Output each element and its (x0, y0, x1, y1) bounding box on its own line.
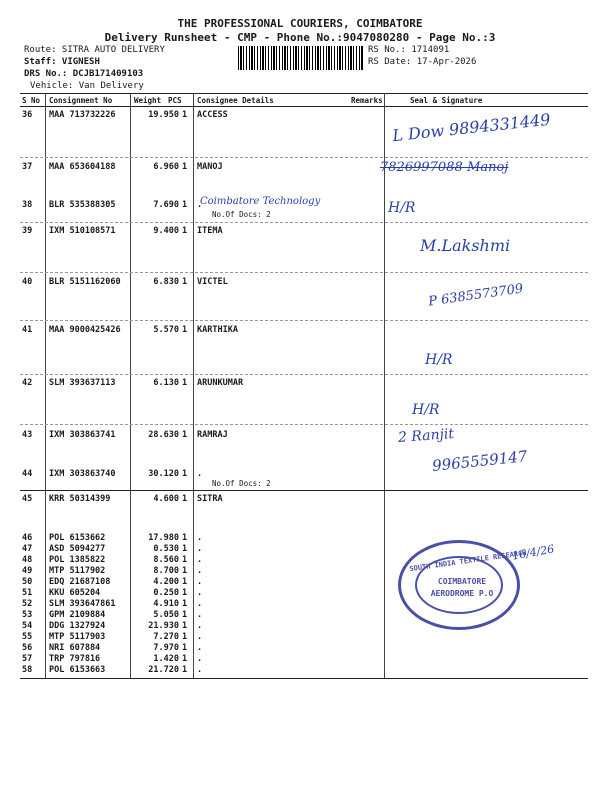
drs-label: DRS No.: DCJB171409103 (24, 69, 144, 79)
table-row-sno: 39 (22, 226, 33, 236)
table-row-pcs: 1 (182, 577, 188, 587)
table-row-sno: 58 (22, 665, 33, 675)
table-row-consignee: . (197, 200, 203, 210)
table-row-sno: 45 (22, 494, 33, 504)
table-row-consignee: . (197, 533, 203, 543)
table-row-consignment: DDG 1327924 (49, 621, 106, 631)
table-row-weight: 21.720 (148, 665, 179, 675)
table-row-weight: 9.400 (153, 226, 179, 236)
row-separator (20, 374, 588, 375)
table-row-consignee: . (197, 632, 203, 642)
table-row-pcs: 1 (182, 378, 188, 388)
table-row-consignment: MAA 653604188 (49, 162, 116, 172)
table-row-pcs: 1 (182, 599, 188, 609)
table-row-weight: 8.560 (153, 555, 179, 565)
table-row-consignment: POL 1385822 (49, 555, 106, 565)
table-row-sno: 51 (22, 588, 33, 598)
table-row-weight: 7.270 (153, 632, 179, 642)
col-divider (193, 93, 194, 678)
table-row-consignee: . (197, 577, 203, 587)
table-row-consignment: SLM 393637113 (49, 378, 116, 388)
table-row-consignee: . (197, 621, 203, 631)
col-divider (384, 93, 385, 678)
signature-44: 9965559147 (431, 447, 529, 475)
table-row-consignee: ARUNKUMAR (197, 378, 244, 388)
table-row-weight: 17.980 (148, 533, 179, 543)
table-row-consignee: KARTHIKA (197, 325, 238, 335)
consignee-handwritten-38: Coimbatore Technology (200, 196, 321, 207)
table-row-consignment: MAA 9000425426 (49, 325, 121, 335)
table-header-border (20, 106, 588, 107)
docs-count: No.Of Docs: 2 (212, 210, 271, 219)
remark-38: H/R (388, 200, 416, 216)
table-row-pcs: 1 (182, 621, 188, 631)
table-bottom-border (20, 678, 588, 679)
row-separator (20, 490, 588, 491)
col-divider (130, 93, 131, 678)
stamp-line-1: COIMBATORE (437, 577, 487, 586)
table-row-pcs: 1 (182, 555, 188, 565)
table-row-weight: 5.050 (153, 610, 179, 620)
stamp-line-2: AERODROME P.O (430, 589, 494, 598)
table-row-weight: 0.530 (153, 544, 179, 554)
table-row-consignment: KRR 50314399 (49, 494, 111, 504)
table-row-consignment: NRI 607884 (49, 643, 101, 653)
table-row-sno: 40 (22, 277, 33, 287)
table-row-sno: 54 (22, 621, 33, 631)
table-row-consignee: . (197, 544, 203, 554)
table-row-consignment: POL 6153662 (49, 533, 106, 543)
table-row-weight: 4.600 (153, 494, 179, 504)
table-row-weight: 21.930 (148, 621, 179, 631)
signature-37: 7826997088-Manoj (380, 160, 509, 175)
table-row-pcs: 1 (182, 566, 188, 576)
signature-40: P 6385573709 (427, 281, 525, 310)
table-row-consignee: . (197, 599, 203, 609)
row-separator (20, 272, 588, 273)
table-row-weight: 8.700 (153, 566, 179, 576)
date-45: 16/4/26 (511, 542, 556, 563)
stamp-ring-text: SOUTH INDIA TEXTILE RESEARCH (409, 548, 527, 574)
table-row-consignment: IXM 303863741 (49, 430, 116, 440)
table-row-consignment: MAA 713732226 (49, 110, 116, 120)
table-row-sno: 41 (22, 325, 33, 335)
table-row-pcs: 1 (182, 533, 188, 543)
table-row-sno: 50 (22, 577, 33, 587)
table-row-consignee: ITEMA (197, 226, 223, 236)
table-row-weight: 7.970 (153, 643, 179, 653)
col-header-weight: Weight (134, 96, 162, 105)
table-row-consignee: MANOJ (197, 162, 223, 172)
table-row-sno: 43 (22, 430, 33, 440)
table-row-sno: 49 (22, 566, 33, 576)
table-top-border (20, 93, 588, 94)
table-row-consignment: MTP 5117903 (49, 632, 106, 642)
table-row-consignee: . (197, 610, 203, 620)
signature-43: 2 Ranjit (397, 426, 455, 446)
table-row-consignment: SLM 393647861 (49, 599, 116, 609)
table-row-pcs: 1 (182, 325, 188, 335)
table-row-sno: 55 (22, 632, 33, 642)
col-header-consignment: Consignment No (49, 96, 113, 105)
table-row-consignment: IXM 510108571 (49, 226, 116, 236)
table-row-pcs: 1 (182, 665, 188, 675)
table-row-consignment: ASD 5094277 (49, 544, 106, 554)
table-row-consignee: ACCESS (197, 110, 228, 120)
col-header-seal: Seal & Signature (410, 96, 483, 105)
table-row-consignment: BLR 535388305 (49, 200, 116, 210)
table-row-consignment: POL 6153663 (49, 665, 106, 675)
remark-42: H/R (412, 402, 440, 418)
table-row-weight: 30.120 (148, 469, 179, 479)
table-row-pcs: 1 (182, 544, 188, 554)
table-row-consignee: RAMRAJ (197, 430, 228, 440)
table-row-pcs: 1 (182, 643, 188, 653)
table-row-consignee: . (197, 654, 203, 664)
table-row-pcs: 1 (182, 110, 188, 120)
table-row-pcs: 1 (182, 654, 188, 664)
table-row-weight: 4.910 (153, 599, 179, 609)
table-row-sno: 47 (22, 544, 33, 554)
table-row-weight: 0.250 (153, 588, 179, 598)
col-header-pcs: PCS (168, 96, 182, 105)
table-row-consignment: KKU 605204 (49, 588, 101, 598)
table-row-sno: 46 (22, 533, 33, 543)
table-row-sno: 42 (22, 378, 33, 388)
table-row-sno: 52 (22, 599, 33, 609)
table-row-sno: 57 (22, 654, 33, 664)
table-row-consignee: SITRA (197, 494, 223, 504)
col-divider (45, 93, 46, 678)
table-row-pcs: 1 (182, 200, 188, 210)
table-row-weight: 6.130 (153, 378, 179, 388)
table-row-pcs: 1 (182, 610, 188, 620)
table-row-pcs: 1 (182, 588, 188, 598)
table-row-pcs: 1 (182, 632, 188, 642)
table-row-weight: 4.200 (153, 577, 179, 587)
table-row-pcs: 1 (182, 494, 188, 504)
table-row-weight: 7.690 (153, 200, 179, 210)
table-row-consignment: IXM 303863740 (49, 469, 116, 479)
table-row-weight: 1.420 (153, 654, 179, 664)
table-row-consignee: . (197, 469, 203, 479)
table-row-pcs: 1 (182, 162, 188, 172)
runsheet-title: Delivery Runsheet - CMP - Phone No.:9047080280 - Page No.:3 (104, 31, 496, 44)
table-row-sno: 48 (22, 555, 33, 565)
table-row-consignee: . (197, 665, 203, 675)
signature-39: M.Lakshmi (420, 236, 511, 255)
signature-36: L Dow 9894331449 (391, 109, 552, 146)
company-title: THE PROFESSIONAL COURIERS, COIMBATORE (177, 17, 423, 30)
table-row-pcs: 1 (182, 277, 188, 287)
table-row-consignment: EDQ 21687108 (49, 577, 111, 587)
table-row-pcs: 1 (182, 226, 188, 236)
table-row-sno: 56 (22, 643, 33, 653)
table-row-sno: 38 (22, 200, 33, 210)
table-row-consignment: BLR 5151162060 (49, 277, 121, 287)
table-row-consignee: . (197, 588, 203, 598)
table-row-pcs: 1 (182, 430, 188, 440)
col-header-consignee: Consignee Details (197, 96, 274, 105)
rs-date: RS Date: 17-Apr-2026 (368, 57, 477, 67)
table-row-weight: 6.830 (153, 277, 179, 287)
table-row-weight: 19.950 (148, 110, 179, 120)
table-row-weight: 5.570 (153, 325, 179, 335)
staff-label: Staff: VIGNESH (24, 57, 100, 67)
table-row-consignment: GPM 2109884 (49, 610, 106, 620)
row-separator (20, 157, 588, 158)
barcode (238, 46, 364, 70)
row-separator (20, 222, 588, 223)
col-header-remarks: Remarks (351, 96, 383, 105)
vehicle-label: Vehicle: Van Delivery (30, 81, 144, 91)
table-row-consignee: . (197, 566, 203, 576)
rs-number: RS No.: 1714091 (368, 45, 450, 55)
col-header-sno: S No (22, 96, 41, 105)
table-row-consignee: . (197, 555, 203, 565)
table-row-sno: 37 (22, 162, 33, 172)
table-row-sno: 44 (22, 469, 33, 479)
table-row-consignment: MTP 5117902 (49, 566, 106, 576)
table-row-pcs: 1 (182, 469, 188, 479)
table-row-consignee: . (197, 643, 203, 653)
row-separator (20, 320, 588, 321)
route-label: Route: SITRA AUTO DELIVERY (24, 45, 165, 55)
table-row-sno: 53 (22, 610, 33, 620)
table-row-consignment: TRP 797816 (49, 654, 101, 664)
table-row-sno: 36 (22, 110, 33, 120)
table-row-consignee: VICTEL (197, 277, 228, 287)
table-row-weight: 28.630 (148, 430, 179, 440)
row-separator (20, 424, 588, 425)
table-row-weight: 6.960 (153, 162, 179, 172)
seal-stamp (398, 540, 527, 630)
remark-41: H/R (425, 352, 453, 368)
docs-count: No.Of Docs: 2 (212, 479, 271, 488)
